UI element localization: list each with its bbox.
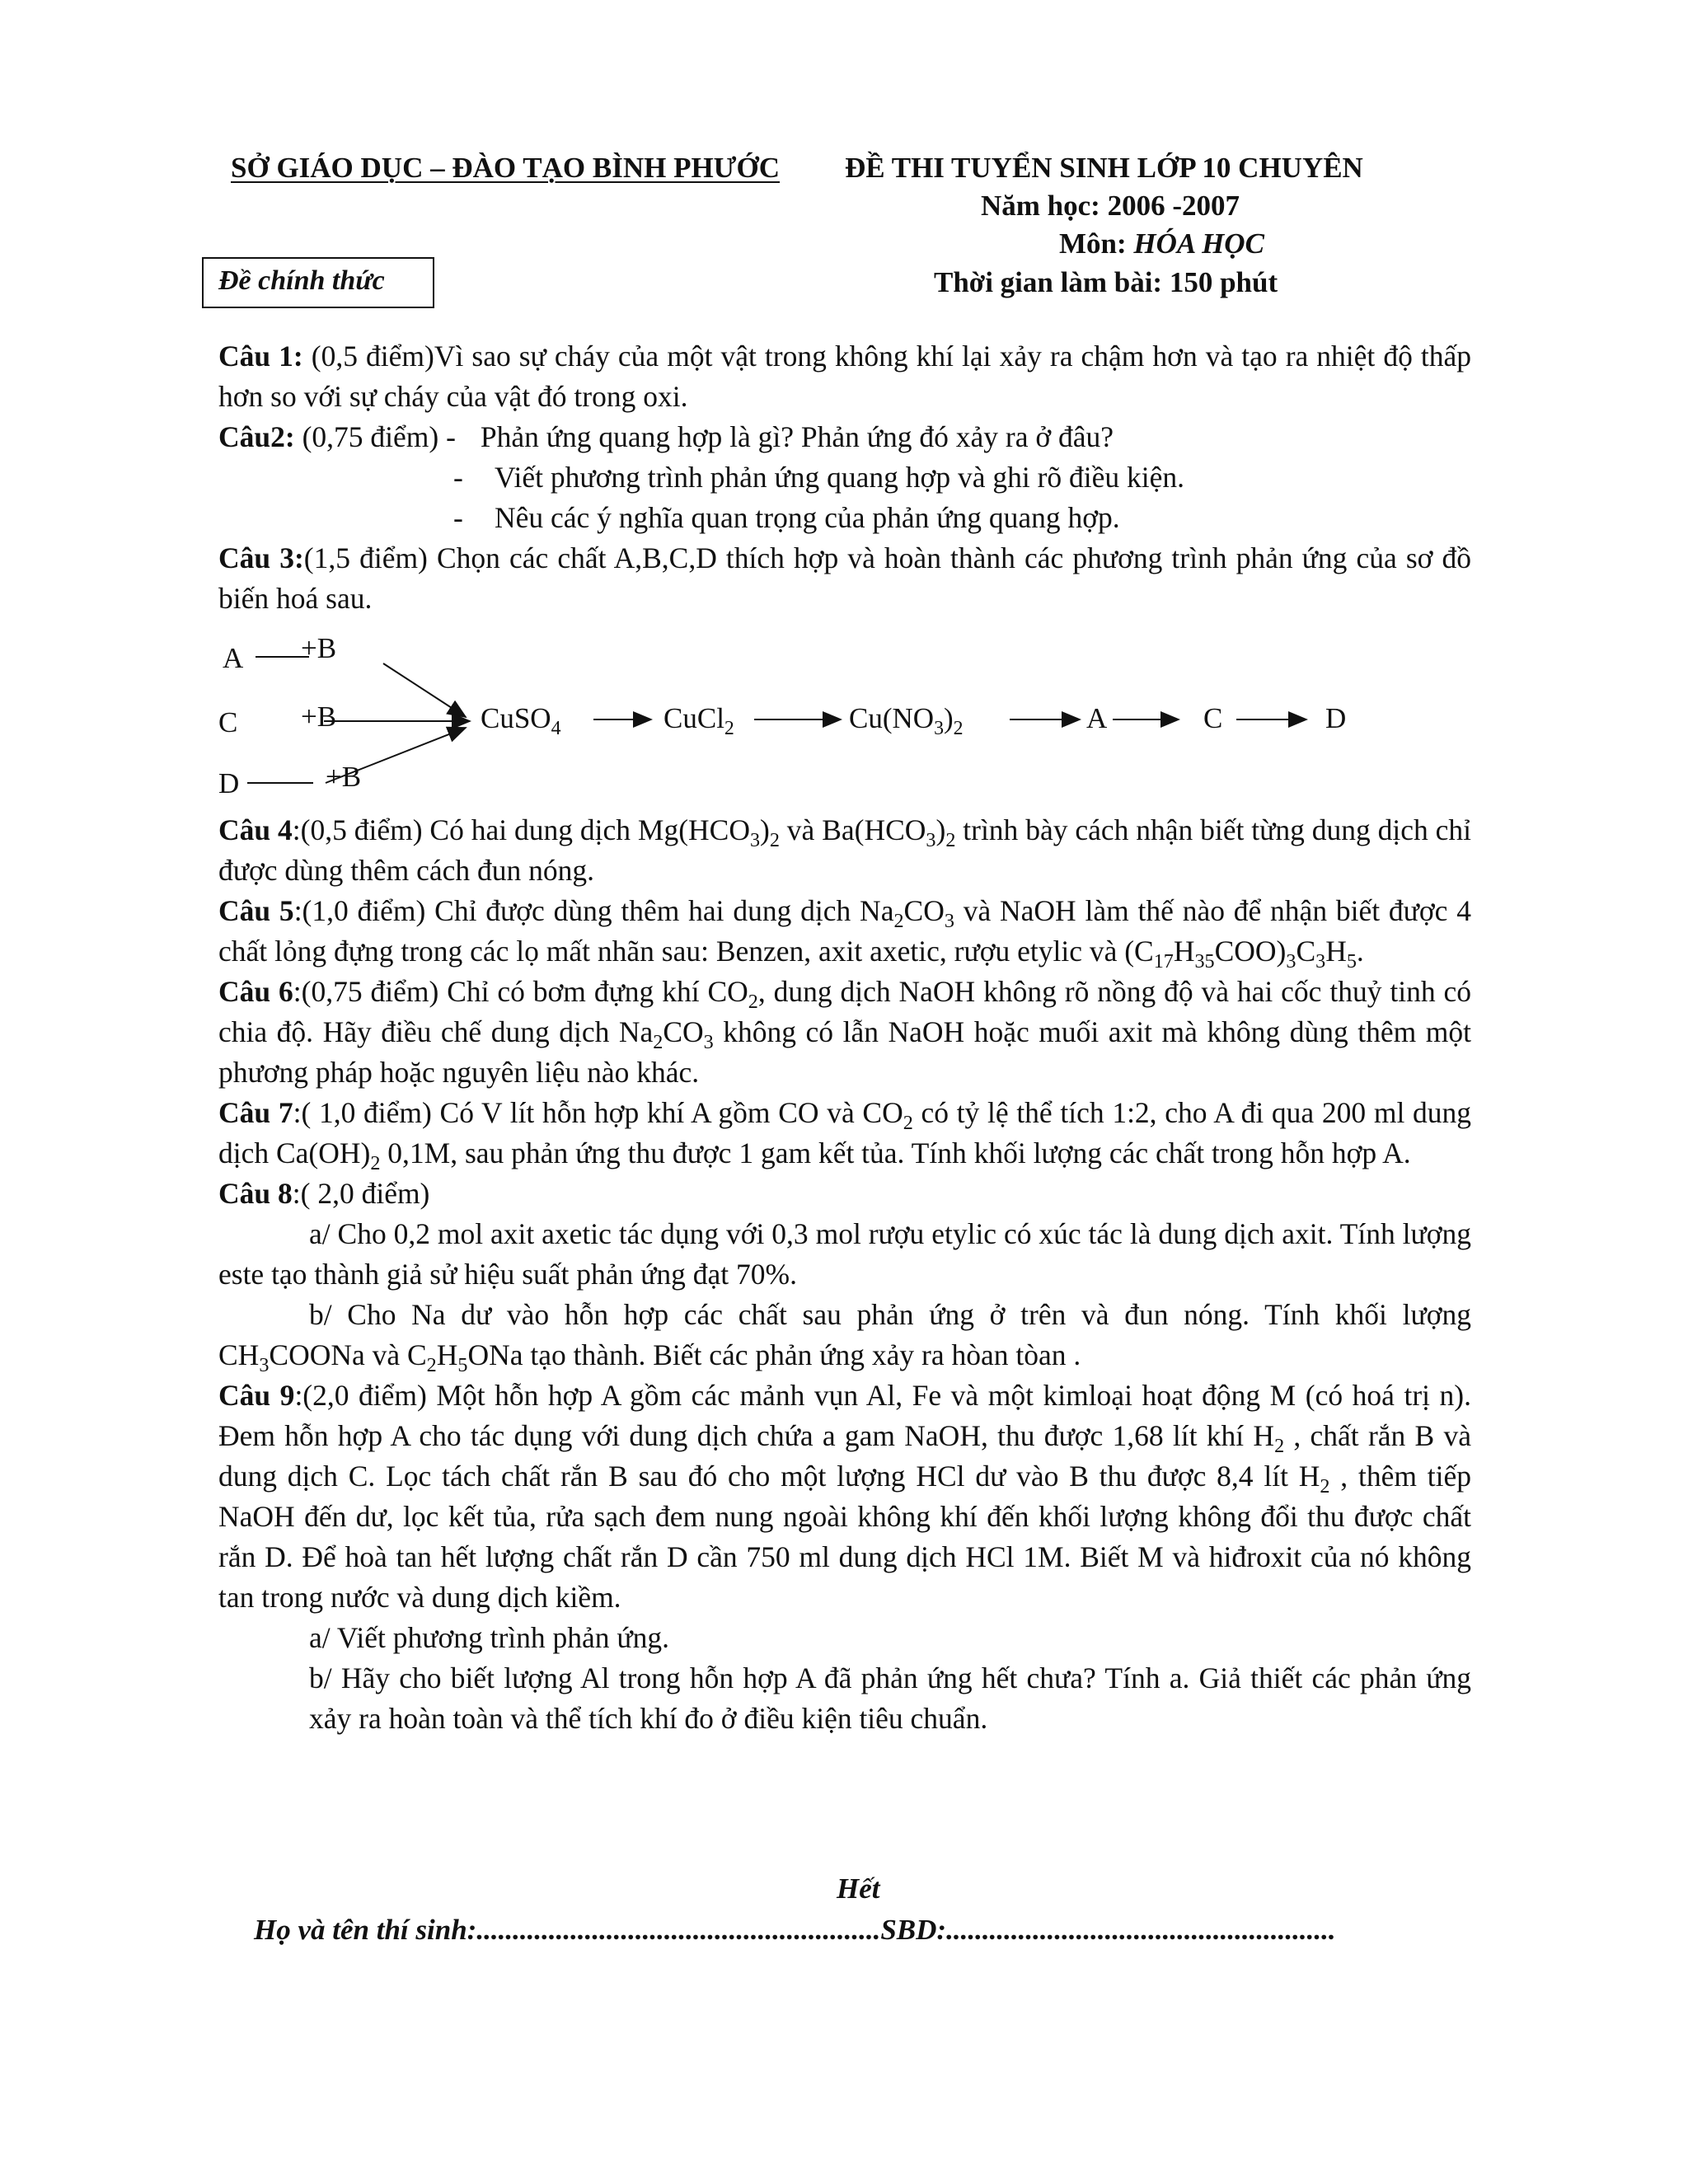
question-3: Câu 3:(1,5 điểm) Chọn các chất A,B,C,D thích hợp và hoàn thành các phương trình phản ứng của sơ đồ biến hoá sau.: [218, 541, 1471, 615]
question-6: Câu 6:(0,75 điểm) Chỉ có bơm đựng khí $CO_2$, dung dịch NaOH không rõ nồng độ và hai cốc thuỷ tinh có chia độ. Hãy điều chế dung dịch $Na_2CO_3$ không có lẫn NaOH hoặc muối axit mà không dùng thêm một phương pháp hoặc nguyên liệu nào khác.: [218, 975, 1471, 1089]
species-a: A: [1086, 702, 1108, 734]
arrow-a-to-cuso4: [383, 663, 466, 717]
reagent-b: +B: [301, 701, 337, 733]
species-cuno32: $Cu(NO_3)_2$: [849, 702, 964, 739]
subject-name: HÓA HỌC: [1133, 227, 1264, 260]
question-7: Câu 7:( 1,0 điểm) Có V lít hỗn hợp khí A gồm CO và $CO_2$ có tỷ lệ thể tích 1:2, cho A đi qua 200 ml dung dịch $Ca(OH)_2$ 0,1M, sau phản ứng thu được 1 gam kết tủa. Tính khối lượng các chất trong hỗn hợp A.: [218, 1096, 1471, 1175]
question-label: Câu 7: [218, 1096, 293, 1129]
question-9-part-a: a/ Viết phương trình phản ứng.: [309, 1621, 670, 1654]
reagent-b: +B: [326, 761, 362, 793]
official-badge: Đề chính thức: [202, 257, 434, 308]
species-cucl2: CuCl$_2$: [663, 702, 734, 739]
question-4: Câu 4:(0,5 điểm) Có hai dung dịch $Mg(HCO_3)_2$ và $Ba(HCO_3)_2$ trình bày cách nhận biết từng dung dịch chỉ được dùng thêm cách đun nóng.: [218, 813, 1472, 887]
question-2-item-row: - Nêu các ý nghĩa quan trọng của phản ứng quang hợp.: [453, 501, 1120, 534]
candidate-name-label: Họ và tên thí sinh:: [254, 1914, 477, 1946]
question-label: Câu 6: [218, 975, 293, 1008]
question-label: Câu 1:: [218, 340, 303, 373]
question-2: Câu2: (0,75 điểm) - Phản ứng quang hợp là gì? Phản ứng đó xảy ra ở đâu?: [218, 420, 1114, 453]
question-2-item: Nêu các ý nghĩa quan trọng của phản ứng quang hợp.: [495, 501, 1120, 534]
species-d: D: [1325, 702, 1347, 734]
species-cuso4: CuSO$_4$: [481, 702, 561, 739]
question-label: Câu 5: [218, 894, 294, 927]
question-2-item-row: - Viết phương trình phản ứng quang hợp và ghi rõ điều kiện.: [453, 461, 1185, 494]
question-8-part-b: b/ Cho Na dư vào hỗn hợp các chất sau phản ứng ở trên và đun nóng. Tính khối lượng $CH_3COONa$ và $C_2H_5ONa$ tạo thành. Biết các phản ứng xảy ra hòan tòan .: [218, 1298, 1471, 1377]
candidate-number-label: SBD:: [880, 1914, 947, 1946]
source-d: D: [218, 767, 240, 799]
candidate-name-blank: ........................................................: [476, 1914, 881, 1946]
questions: [218, 336, 1471, 1739]
question-5: Câu 5:(1,0 điểm) Chỉ được dùng thêm hai dung dịch $Na_2CO_3$ và NaOH làm thế nào để nhận biết được 4 chất lỏng đựng trong các lọ mất nhãn sau: Benzen, axit axetic, rượu etylic và $(C_{17}H_{35}COO)_3C_3H_5$.: [218, 894, 1471, 973]
question-8: Câu 8:( 2,0 điểm): [218, 1177, 430, 1210]
question-label: Câu 3:: [218, 541, 304, 574]
reagent-b: +B: [301, 632, 337, 664]
candidate-info-line: [254, 1914, 1336, 1947]
question-label: Câu 8: [218, 1177, 293, 1210]
species-c: C: [1203, 702, 1223, 734]
question-9-part-b: b/ Hãy cho biết lượng Al trong hỗn hợp A đã phản ứng hết chưa? Tính a. Giả thiết các phản ứng xảy ra hoàn toàn và thể tích khí đo ở điều kiện tiêu chuẩn.: [309, 1661, 1471, 1735]
reaction-scheme: [218, 622, 1471, 805]
question-label: Câu 4: [218, 813, 293, 846]
question-label: Câu2:: [218, 420, 295, 453]
question-8-part-a: a/ Cho 0,2 mol axit axetic tác dụng với 0,3 mol rượu etylic có xúc tác là dung dịch axit. Tính lượng este tạo thành giả sử hiệu suất phản ứng đạt 70%.: [218, 1217, 1471, 1291]
question-9: Câu 9:(2,0 điểm) Một hỗn hợp A gồm các mảnh vụn Al, Fe và một kimloại hoạt động M (có hoá trị n). Đem hỗn hợp A cho tác dụng với dung dịch chứa a gam NaOH, thu được 1,68 lít khí $H_2$ , chất rắn B và dung dịch C. Lọc tách chất rắn B sau đó cho một lượng HCl dư vào B thu được 8,4 lít $H_2$ , thêm tiếp NaOH đến dư, lọc kết tủa, rửa sạch đem nung ngoài không khí đến khối lượng không đổi thu được chất rắn D. Để hoà tan hết lượng chất rắn D cần 750 ml dung dịch HCl 1M. Biết M và hiđroxit của nó không tan trong nước và dung dịch kiềm.: [218, 1379, 1471, 1614]
org-name: SỞ GIÁO DỤC – ĐÀO TẠO BÌNH PHƯỚC: [231, 152, 781, 184]
source-a: A: [223, 642, 244, 674]
candidate-number-blank: ......................................................: [946, 1914, 1336, 1946]
exam-title: ĐỀ THI TUYỂN SINH LỚP 10 CHUYÊN: [845, 152, 1363, 184]
time-allowed: Thời gian làm bài: 150 phút: [934, 266, 1278, 298]
question-2-item: Viết phương trình phản ứng quang hợp và ghi rõ điều kiện.: [495, 461, 1185, 494]
subject-prefix: Môn:: [1059, 227, 1134, 260]
question-2-item: Phản ứng quang hợp là gì? Phản ứng đó xảy ra ở đâu?: [480, 420, 1114, 453]
end-marker: Hết: [837, 1872, 880, 1905]
question-label: Câu 9: [218, 1379, 295, 1412]
school-year: Năm học: 2006 -2007: [981, 190, 1240, 222]
question-1: Câu 1: (0,5 điểm)Vì sao sự cháy của một vật trong không khí lại xảy ra chậm hơn và tạo ra nhiệt độ thấp hơn so với sự cháy của vật đó trong oxi.: [218, 340, 1471, 413]
subject-line: [1059, 227, 1264, 261]
reaction-arrows: [218, 622, 1471, 805]
source-c: C: [218, 706, 238, 738]
